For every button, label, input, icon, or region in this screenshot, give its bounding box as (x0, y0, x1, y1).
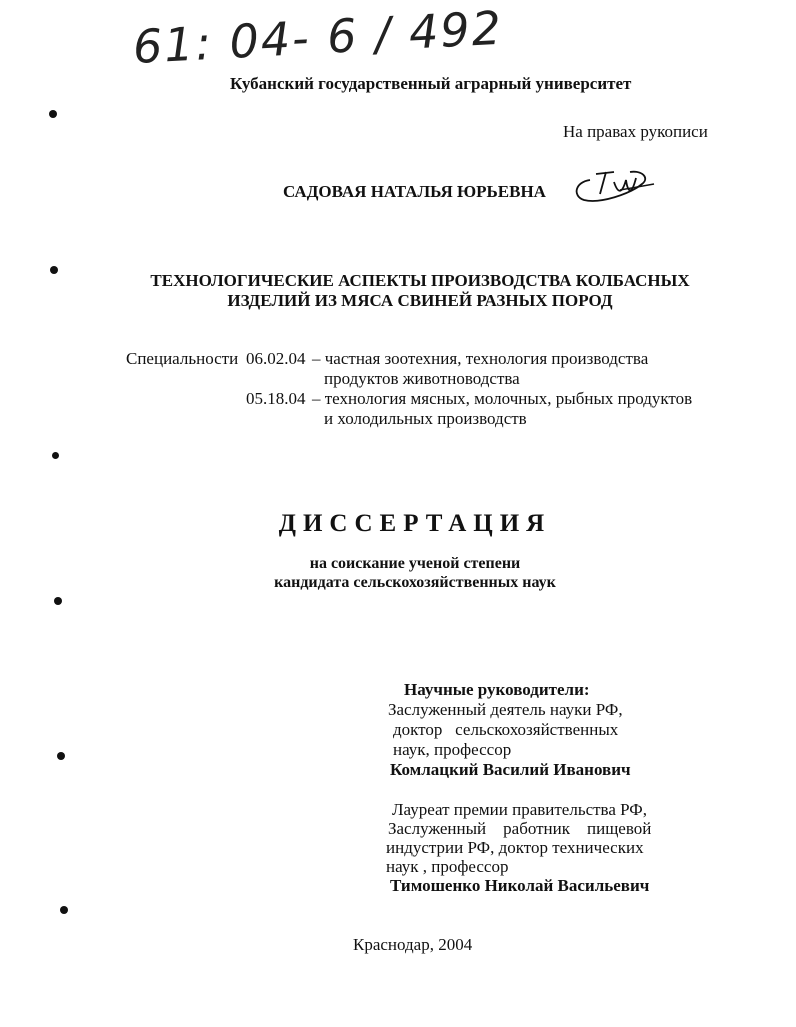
supervisor-2-name: Тимошенко Николай Васильевич (390, 876, 650, 895)
specialty-code-1: 06.02.04 (246, 349, 306, 368)
supervisor-2-line-3: индустрии РФ, доктор технических (386, 838, 644, 857)
scan-mark (49, 110, 57, 118)
specialty-desc-1-line-2: продуктов животноводства (324, 369, 520, 388)
supervisor-1-line-3: наук, профессор (393, 740, 512, 759)
specialties-label: Специальности (126, 349, 239, 368)
university-name: Кубанский государственный аграрный университет (230, 74, 632, 93)
document-type: ДИССЕРТАЦИЯ (278, 510, 552, 537)
scan-mark (57, 752, 65, 760)
author-signature (570, 160, 655, 208)
specialty-desc-2-line-2: и холодильных производств (324, 409, 527, 428)
supervisor-2-line-1: Лауреат премии правительства РФ, (392, 800, 647, 819)
degree-line-2: кандидата сельскохозяйственных наук (274, 574, 556, 591)
scan-mark (52, 452, 59, 459)
archive-mark: 61: 04- 6 / 492 (131, 0, 505, 74)
supervisor-1-line-2: доктор сельскохозяйственных (393, 720, 619, 739)
dissertation-title-line-1: ТЕХНОЛОГИЧЕСКИЕ АСПЕКТЫ ПРОИЗВОДСТВА КОЛБАСНЫХ (150, 271, 690, 290)
specialty-desc-1-line-1: – частная зоотехния, технология производства (312, 349, 649, 368)
rights-note: На правах рукописи (563, 122, 708, 141)
scan-mark (60, 906, 68, 914)
scan-mark (50, 266, 58, 274)
supervisors-heading: Научные руководители: (404, 680, 590, 699)
specialty-desc-2-line-1: – технология мясных, молочных, рыбных продуктов (312, 389, 693, 408)
supervisor-2-line-2: Заслуженный работник пищевой (388, 819, 652, 838)
scan-mark (54, 597, 62, 605)
specialty-code-2: 05.18.04 (246, 389, 306, 408)
supervisor-2-line-4: наук , профессор (386, 857, 509, 876)
dissertation-title-line-2: ИЗДЕЛИЙ ИЗ МЯСА СВИНЕЙ РАЗНЫХ ПОРОД (227, 291, 613, 310)
author-name: САДОВАЯ НАТАЛЬЯ ЮРЬЕВНА (283, 182, 546, 201)
supervisor-1-name: Комлацкий Василий Иванович (390, 760, 631, 779)
supervisor-1-line-1: Заслуженный деятель науки РФ, (388, 700, 623, 719)
degree-line-1: на соискание ученой степени (309, 555, 521, 572)
city-year: Краснодар, 2004 (353, 935, 473, 954)
